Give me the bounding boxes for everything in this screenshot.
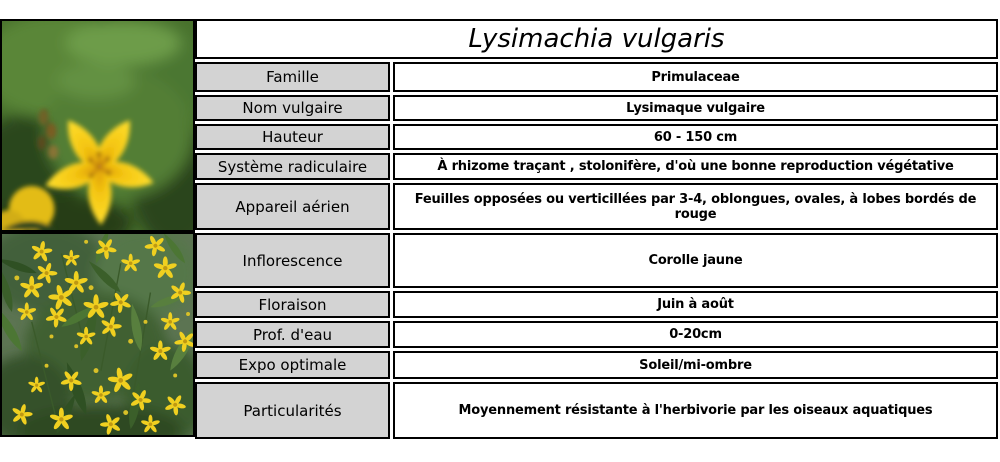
row-label: Expo optimale [195, 351, 390, 379]
row-value: Juin à août [393, 291, 998, 318]
flower-closeup-photo [0, 19, 195, 232]
table-row [195, 124, 998, 150]
row-value: Moyennement résistante à l'herbivorie par les oiseaux aquatiques [393, 382, 998, 439]
table-row [195, 321, 998, 348]
table-row [195, 382, 998, 439]
row-label: Famille [195, 62, 390, 92]
flowering-plant-illustration [2, 234, 193, 435]
table-row [195, 62, 998, 92]
row-value: 0-20cm [393, 321, 998, 348]
flower-closeup-illustration [2, 21, 193, 230]
row-label: Nom vulgaire [195, 95, 390, 121]
row-value: Corolle jaune [393, 233, 998, 288]
photo-column [0, 19, 195, 437]
table-row [195, 351, 998, 379]
row-label: Appareil aérien [195, 183, 390, 230]
row-value: 60 - 150 cm [393, 124, 998, 150]
row-value: Lysimaque vulgaire [393, 95, 998, 121]
table-row [195, 183, 998, 230]
fact-rows [195, 62, 998, 439]
row-label: Particularités [195, 382, 390, 439]
row-label: Système radiculaire [195, 153, 390, 180]
row-value: Primulaceae [393, 62, 998, 92]
table-row [195, 153, 998, 180]
row-value: Soleil/mi-ombre [393, 351, 998, 379]
row-label: Inflorescence [195, 233, 390, 288]
fact-table [195, 19, 998, 439]
table-row [195, 291, 998, 318]
row-label: Prof. d'eau [195, 321, 390, 348]
row-value: À rhizome traçant , stolonifère, d'où une bonne reproduction végétative [393, 153, 998, 180]
row-label: Floraison [195, 291, 390, 318]
flowering-plant-photo [0, 232, 195, 437]
table-row [195, 95, 998, 121]
page-title: Lysimachia vulgaris [195, 19, 998, 59]
row-label: Hauteur [195, 124, 390, 150]
row-value: Feuilles opposées ou verticillées par 3-4, oblongues, ovales, à lobes bordés de rouge [393, 183, 998, 230]
table-row [195, 233, 998, 288]
